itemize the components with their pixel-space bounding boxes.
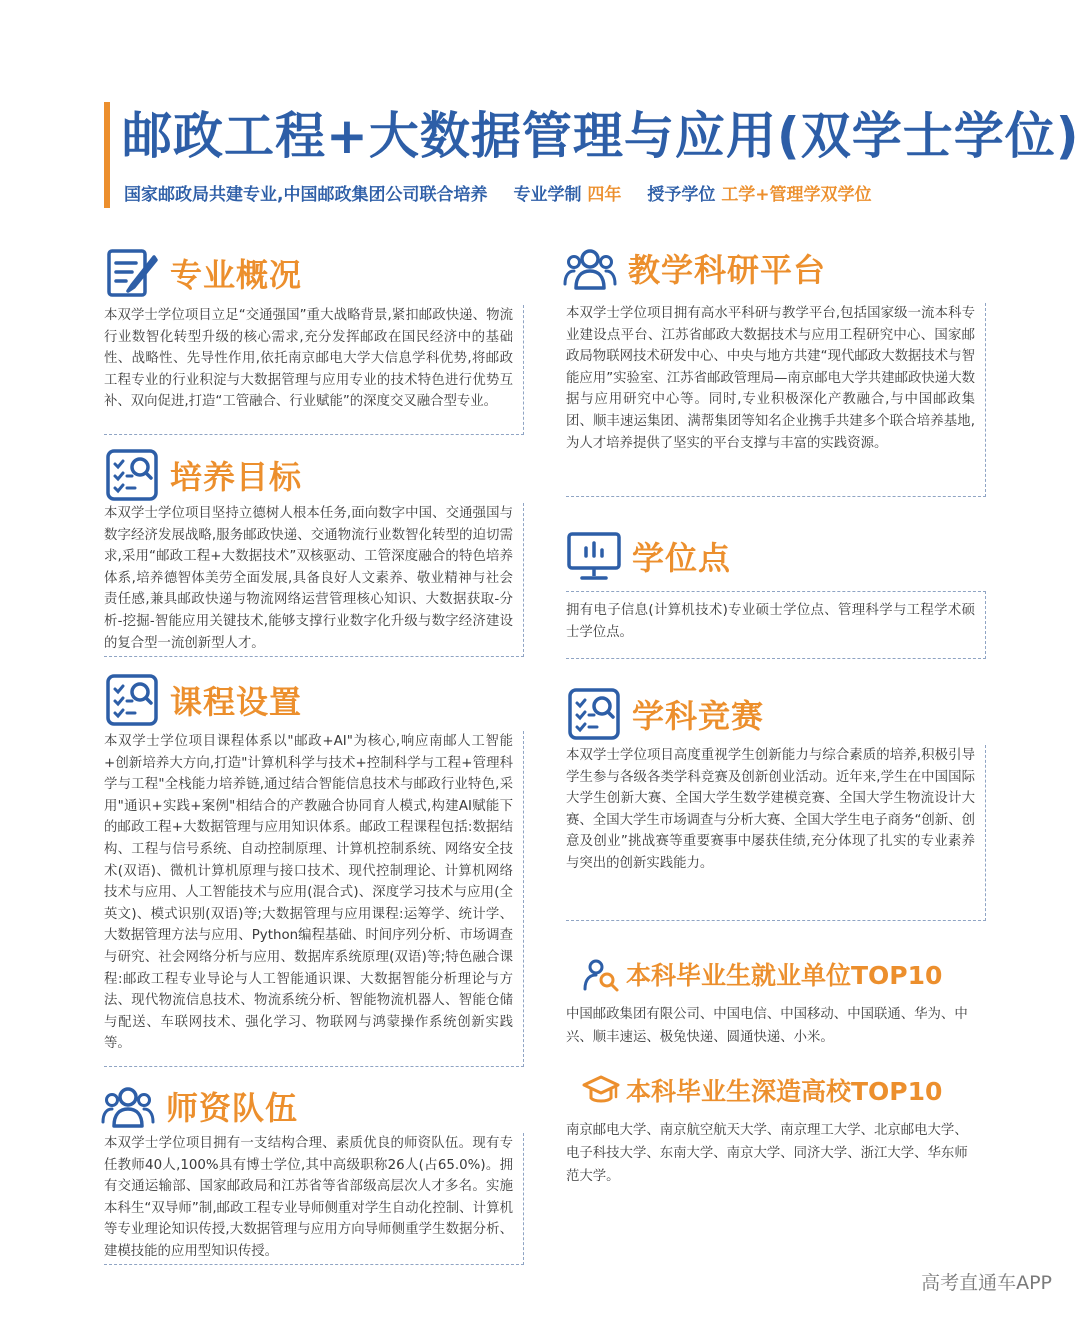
page-subtitle [124, 180, 872, 205]
title-accent-bar [104, 102, 110, 208]
section-degree-points-title: 学位点 [632, 539, 732, 577]
section-goals-body: 本双学士学位项目坚持立德树人根本任务,面向数字中国、交通强国与数字经济发展战略,服务邮政快递、交通物流行业数智化转型的迫切需求,采用“邮政工程+大数据技术”双核驱动、工管深度融合的特色培养体系,培养德智体美劳全面发展,具备良好人文素养、敬业精神与社会责任感,兼具邮政快递与物流网络运营管理核心知识、大数据获取-分析-挖掘-智能应用关键技术,能够支撑行业数字化升级与数字经济建设的复合型一流创新型人才。 [104, 503, 524, 657]
section-goals-title: 培养目标 [170, 458, 303, 496]
section-overview-header [104, 245, 302, 301]
section-competition-header [566, 686, 764, 742]
section-degree-points-header [566, 528, 731, 584]
watermark-text: 高考直通车APP [921, 1272, 1052, 1294]
section-overview-body: 本双学士学位项目立足“交通强国”重大战略背景,紧扣邮政快递、物流行业数智化转型升级的核心需求,充分发挥邮政在国民经济中的基础性、战略性、先导性作用,依托南京邮电大学大信息学科优势,将邮政工程专业的行业积淀与大数据管理与应用专业的技术特色进行优势互补、双向促进,打造“工管融合、行业赋能”的深度交叉融合型专业。 [104, 305, 524, 435]
degree-value: 工学+管理学双学位 [721, 185, 872, 205]
section-faculty-title: 师资队伍 [166, 1089, 299, 1127]
duration-label: 专业学制 [513, 185, 582, 205]
section-platform-header [562, 240, 826, 296]
section-competition-body: 本双学士学位项目高度重视学生创新能力与综合素质的培养,积极引导学生参与各级各类学科竞赛及创新创业活动。近年来,学生在中国国际大学生创新大赛、全国大学生数学建模竞赛、全国大学生物流设计大赛、全国大学生市场调查与分析大赛、全国大学生电子商务“创新、创意及创业”挑战赛等重要赛事中屡获佳绩,充分体现了扎实的专业素养与突出的创新实践能力。 [566, 745, 986, 921]
section-employment-title: 本科毕业生就业单位TOP10 [626, 961, 943, 990]
section-further-study-title: 本科毕业生深造高校TOP10 [626, 1077, 943, 1106]
section-goals-header [104, 447, 302, 503]
section-degree-points-body: 拥有电子信息(计算机技术)专业硕士学位点、管理科学与工程学术硕士学位点。 [566, 591, 986, 659]
subtitle-cosponsor: 国家邮政局共建专业,中国邮政集团公司联合培养 [124, 185, 488, 205]
section-platform-title: 教学科研平台 [628, 251, 827, 289]
section-employment-body: 中国邮政集团有限公司、中国电信、中国移动、中国联通、华为、中兴、顺丰速运、极兔快递、圆通快递、小米。 [566, 1007, 968, 1045]
document-pen-icon [104, 245, 160, 301]
section-further-study-body: 南京邮电大学、南京航空航天大学、南京理工大学、北京邮电大学、电子科技大学、东南大学、南京大学、同济大学、浙江大学、华东师范大学。 [566, 1123, 968, 1184]
section-platform-body: 本双学士学位项目拥有高水平科研与教学平台,包括国家级一流本科专业建设点平台、江苏省邮政大数据技术与应用工程研究中心、国家邮政局物联网技术研发中心、中央与地方共建“现代邮政大数据技术与智能应用”实验室、江苏省邮政管理局—南京邮电大学共建邮政快递大数据与应用研究中心等。同时,专业积极深化产教融合,与中国邮政集团、顺丰速运集团、满帮集团等知名企业携手共建多个联合培养基地,为人才培养提供了坚实的平台支撑与丰富的实践资源。 [566, 303, 986, 497]
person-search-icon [582, 955, 620, 993]
checklist-search-icon [566, 686, 622, 742]
section-faculty-header [100, 1078, 298, 1134]
page-title: 邮政工程+大数据管理与应用(双学士学位) [122, 107, 1080, 165]
people-group-icon [100, 1078, 156, 1134]
section-competition-title: 学科竞赛 [632, 697, 765, 735]
duration-value: 四年 [587, 185, 622, 205]
graduation-cap-icon [582, 1071, 620, 1109]
monitor-chart-icon [566, 528, 622, 584]
section-further-study-header [582, 1071, 942, 1109]
checklist-search-icon [104, 672, 160, 728]
checklist-search-icon [104, 447, 160, 503]
degree-label: 授予学位 [647, 185, 716, 205]
section-courses-body: 本双学士学位项目课程体系以"邮政+AI"为核心,响应南邮人工智能+创新培养大方向,打造"计算机科学与技术+控制科学与工程+管理科学与工程"全栈能力培养链,通过结合智能信息技术与邮政行业特色,采用"通识+实践+案例"相结合的产教融合协同育人模式,构建AI赋能下的邮政工程+大数据管理与应用知识体系。邮政工程课程包括:数据结构、工程与信号系统、自动控制原理、计算机控制系统、网络安全技术(双语)、微机计算机原理与接口技术、现代控制理论、计算机网络技术与应用、人工智能技术与应用(混合式)、深度学习技术与应用(全英文)、模式识别(双语)等;大数据管理与应用课程:运筹学、统计学、大数据管理方法与应用、Python编程基础、时间序列分析、市场调查与研究、社会网络分析与应用、数据库系统原理(双语)等;特色融合课程:邮政工程专业导论与人工智能通识课、大数据智能分析理论与方法、现代物流信息技术、物流系统分析、智能物流机器人、智能仓储与配送、车联网技术、强化学习、物联网与鸿蒙操作系统创新实践等。 [104, 731, 524, 1067]
section-courses-title: 课程设置 [170, 683, 303, 721]
section-employment-header [582, 955, 942, 993]
section-faculty-body: 本双学士学位项目拥有一支结构合理、素质优良的师资队伍。现有专任教师40人,100%具有博士学位,其中高级职称26人(占65.0%)。拥有交通运输部、国家邮政局和江苏省等省部级高层次人才多名。实施本科生“双导师”制,邮政工程专业导师侧重对学生自动化控制、计算机等专业理论知识传授,大数据管理与应用方向导师侧重学生数据分析、建模技能的应用型知识传授。 [104, 1133, 524, 1265]
section-courses-header [104, 672, 302, 728]
people-group-icon [562, 240, 618, 296]
section-overview-title: 专业概况 [170, 256, 303, 294]
